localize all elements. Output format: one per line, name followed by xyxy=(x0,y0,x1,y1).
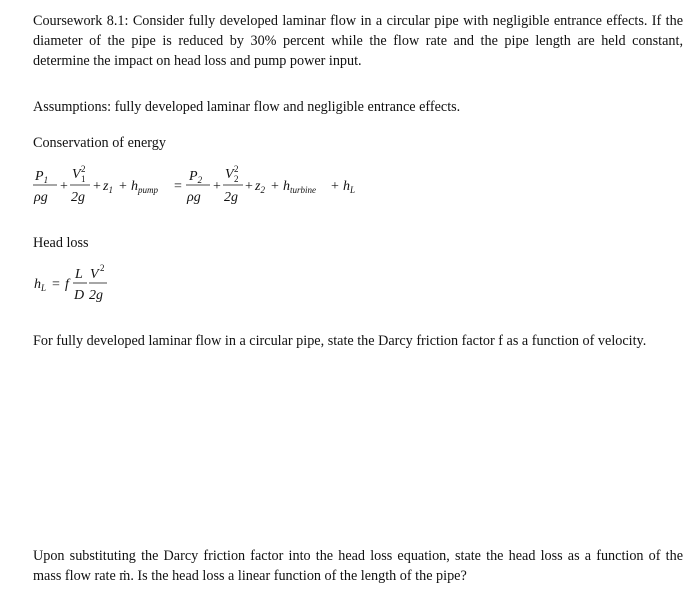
head-loss-equation xyxy=(33,258,143,306)
eq-h-turbine: $h_{turbine}$ xyxy=(283,179,316,195)
eq-z1: $z_1$ xyxy=(103,179,113,195)
hl-h: $h_L$ xyxy=(34,277,47,293)
eq-P2: P xyxy=(189,169,198,184)
eq-h-L: $h_L$ xyxy=(343,179,356,195)
svg-text:2: 2 xyxy=(234,174,239,184)
problem-statement: Coursework 8.1: Consider fully developed laminar flow in a circular pipe with negligible entrance effects. If the diameter of the pipe is reduced by 30% percent while the flow rate and the pipe length are held constant, determine the impact on head loss and pump power input. xyxy=(33,13,683,69)
svg-text:=: = xyxy=(174,179,182,194)
eq-rho-g-1: ρg xyxy=(34,190,48,205)
svg-text:+: + xyxy=(60,179,68,194)
head-loss-heading: Head loss xyxy=(33,235,89,251)
svg-text:+: + xyxy=(213,179,221,194)
svg-text:2: 2 xyxy=(234,164,239,174)
eq-P1: P xyxy=(35,169,44,184)
energy-equation xyxy=(33,158,373,208)
svg-text:=: = xyxy=(52,277,60,292)
svg-text:+: + xyxy=(119,179,127,194)
svg-text:+: + xyxy=(245,179,253,194)
eq-2g-1: 2g xyxy=(71,190,85,205)
svg-text:P1: $P_1$ xyxy=(35,169,49,185)
hl-2g: 2g xyxy=(89,288,103,303)
hl-L: L xyxy=(75,267,83,282)
svg-text:2: 2 xyxy=(100,263,105,273)
svg-text:2: 2 xyxy=(81,164,86,174)
hl-V: V xyxy=(90,267,99,282)
question-friction-factor: For fully developed laminar flow in a circular pipe, state the Darcy friction factor f as a function of velocity. xyxy=(33,333,647,349)
question-head-loss: Upon substituting the Darcy friction factor into the head loss equation, state the head loss as a function of the mass flow rate ṁ. Is the head loss a linear function of the length of the pipe? xyxy=(33,548,683,584)
svg-text:P2: $P_2$ xyxy=(189,169,203,185)
hl-f: f xyxy=(65,277,69,292)
eq-z2: $z_2$ xyxy=(255,179,265,195)
hl-D: D xyxy=(74,288,85,303)
svg-text:+: + xyxy=(331,179,339,194)
assumptions-text: Assumptions: fully developed laminar flow and negligible entrance effects. xyxy=(33,99,461,115)
conservation-heading: Conservation of energy xyxy=(33,135,166,151)
eq-2g-2: 2g xyxy=(224,190,238,205)
svg-text:+: + xyxy=(93,179,101,194)
eq-V1: V xyxy=(72,167,81,182)
svg-text:1: 1 xyxy=(81,174,86,184)
svg-text:+: + xyxy=(271,179,279,194)
eq-V2: V xyxy=(225,167,234,182)
eq-rho-g-2: ρg xyxy=(187,190,201,205)
eq-h-pump: $h_{pump}$ xyxy=(131,179,158,195)
